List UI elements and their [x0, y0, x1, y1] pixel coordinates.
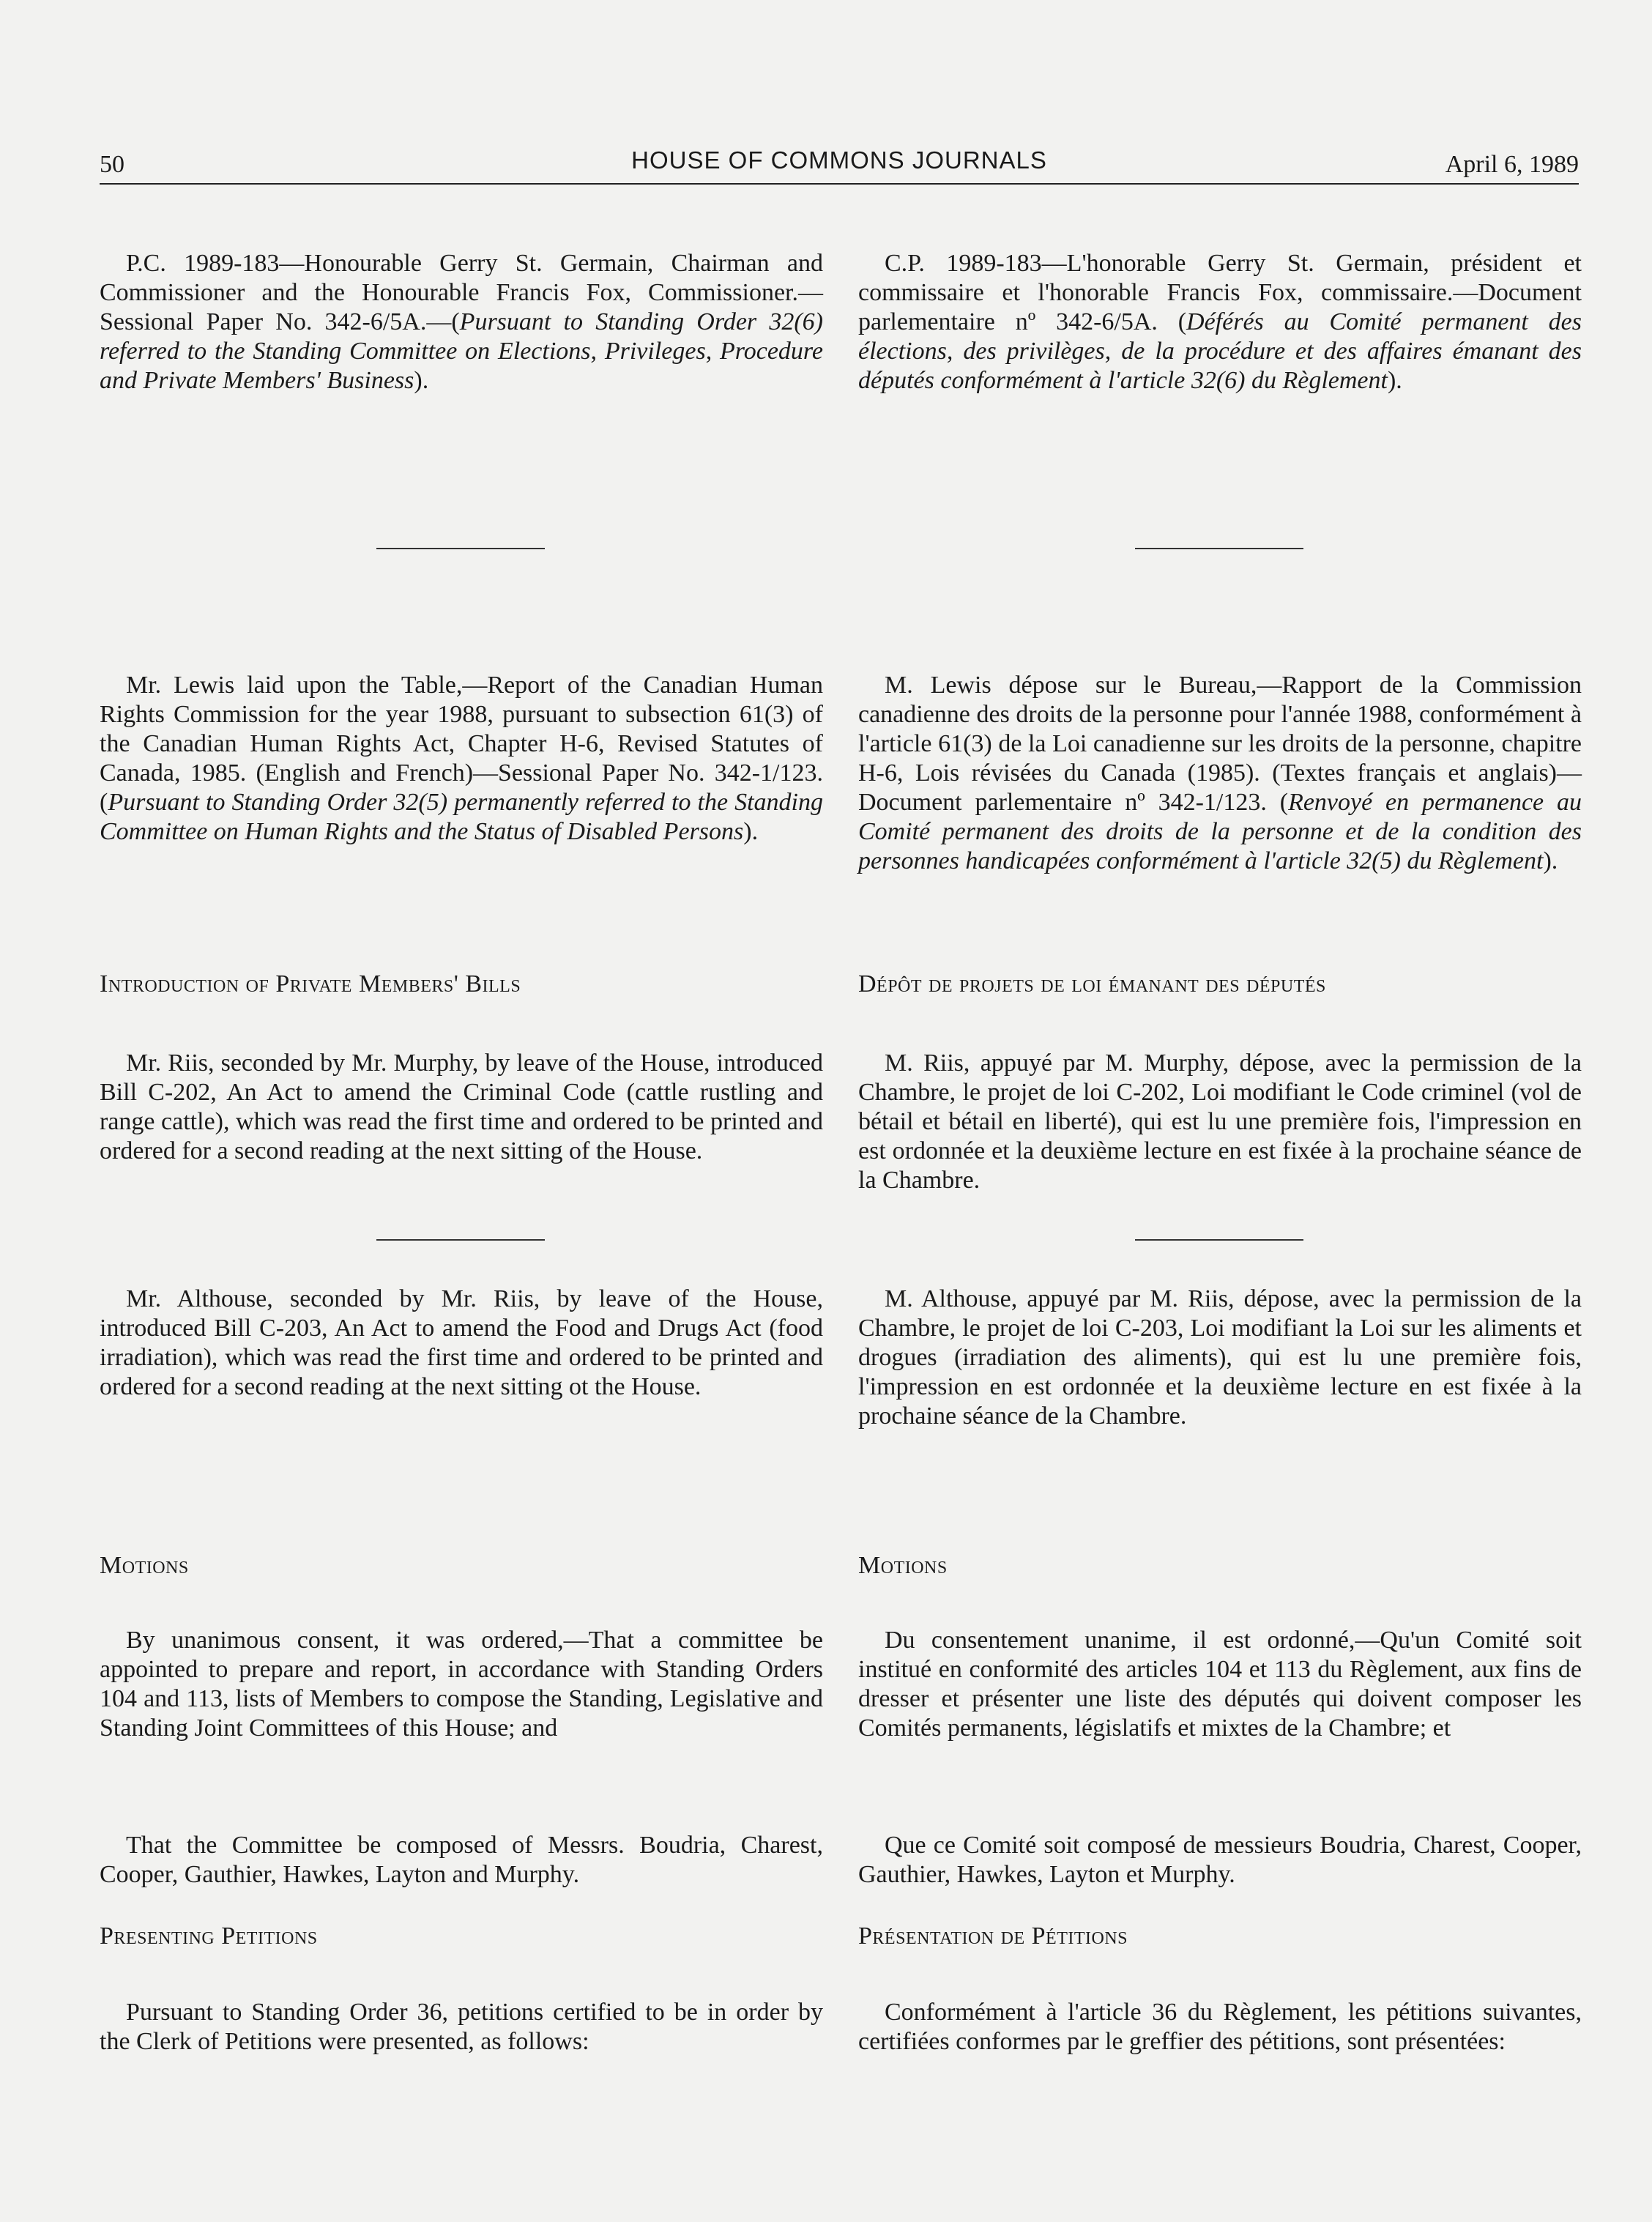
section-heading-private-bills: Introduction of Private Members' Bills	[100, 970, 521, 997]
section-separator	[376, 548, 545, 549]
section-heading-petitions-fr: Présentation de Pétitions	[858, 1922, 1128, 1950]
section-separator	[1135, 548, 1303, 549]
petitions-paragraph-fr: Conformément à l'article 36 du Règlement, les pétitions suivantes, certifiées conformes par le greffier des pétitions, sont présentées:	[858, 1999, 1582, 2055]
bill-c202-paragraph: Mr. Riis, seconded by Mr. Murphy, by leave of the House, introduced Bill C-202, An Act to amend the Criminal Code (cattle rustling and range cattle), which was read the first time and ordered to be printed and ordered for a second reading at the next sitting of the House.	[100, 1049, 823, 1164]
bill-c203-paragraph-fr: M. Althouse, appuyé par M. Riis, dépose, avec la permission de la Chambre, le projet de loi C-203, Loi modifiant la Loi sur les aliments et drogues (irradiation des aliments), qui est lu une première fois, l'impression en est ordonnée et la deuxième lecture en est fixée à la prochaine séance de la Chambre.	[858, 1285, 1582, 1430]
lewis-report-paragraph: Mr. Lewis laid upon the Table,—Report of the Canadian Human Rights Commission for the year 1988, pursuant to subsection 61(3) of the Canadian Human Rights Act, Chapter H-6, Revised Statutes of Canada, 1985. (English and French)—Sessional Paper No. 342-1/123. (Pursuant to Standing Order 32(5) permanently referred to the Standing Committee on Human Rights and the Status of Disabled Persons).	[100, 672, 823, 845]
section-separator	[376, 1239, 545, 1241]
order-in-council-paragraph: P.C. 1989-183—Honourable Gerry St. Germain, Chairman and Commissioner and the Honourable Francis Fox, Commissioner.—Sessional Paper No. 342-6/5A.—(Pursuant to Standing Order 32(6) referred to the Standing Committee on Elections, Privileges, Procedure and Private Members' Business).	[100, 250, 823, 394]
section-heading-motions-fr: Motions	[858, 1552, 948, 1579]
section-heading-private-bills-fr: Dépôt de projets de loi émanant des députés	[858, 970, 1326, 997]
page-header	[100, 144, 1579, 185]
lewis-report-paragraph-fr: M. Lewis dépose sur le Bureau,—Rapport de la Commission canadienne des droits de la personne pour l'année 1988, conformément à l'article 61(3) de la Loi canadienne sur les droits de la personne, chapitre H-6, Lois révisées du Canada (1985). (Textes français et anglais)—Document parlementaire nº 342-1/123. (Renvoyé en permanence au Comité permanent des droits de la personne et de la condition des personnes handicapées conformément à l'article 32(5) du Règlement).	[858, 672, 1582, 874]
committee-motion-paragraph-fr: Du consentement unanime, il est ordonné,—Qu'un Comité soit institué en conformité des articles 104 et 113 du Règlement, aux fins de dresser et présenter une liste des députés qui doivent composer les Comités permanents, législatifs et mixtes de la Chambre; et	[858, 1627, 1582, 1742]
journal-date: April 6, 1989	[1445, 151, 1579, 178]
petitions-paragraph: Pursuant to Standing Order 36, petitions certified to be in order by the Clerk of Petitions were presented, as follows:	[100, 1999, 823, 2055]
section-heading-petitions: Presenting Petitions	[100, 1922, 318, 1950]
order-in-council-paragraph-fr: C.P. 1989-183—L'honorable Gerry St. Germain, président et commissaire et l'honorable Francis Fox, commissaire.—Document parlementaire nº 342-6/5A. (Déférés au Comité permanent des élections, des privilèges, de la procédure et des affaires émanant des députés conformément à l'article 32(6) du Règlement).	[858, 250, 1582, 394]
header-rule	[100, 183, 1579, 185]
page-number: 50	[100, 151, 124, 178]
committee-composition-paragraph: That the Committee be composed of Messrs. Boudria, Charest, Cooper, Gauthier, Hawkes, Layton and Murphy.	[100, 1832, 823, 1888]
bill-c202-paragraph-fr: M. Riis, appuyé par M. Murphy, dépose, avec la permission de la Chambre, le projet de loi C-202, Loi modifiant le Code criminel (vol de bétail et bétail en liberté), qui est lu une première fois, l'impression en est ordonnée et la deuxième lecture en est fixée à la prochaine séance de la Chambre.	[858, 1049, 1582, 1194]
committee-composition-paragraph-fr: Que ce Comité soit composé de messieurs Boudria, Charest, Cooper, Gauthier, Hawkes, Layton et Murphy.	[858, 1832, 1582, 1888]
journal-title: HOUSE OF COMMONS JOURNALS	[631, 146, 1047, 174]
section-separator	[1135, 1239, 1303, 1241]
bill-c203-paragraph: Mr. Althouse, seconded by Mr. Riis, by leave of the House, introduced Bill C-203, An Act to amend the Food and Drugs Act (food irradiation), which was read the first time and ordered to be printed and ordered for a second reading at the next sitting ot the House.	[100, 1285, 823, 1400]
committee-motion-paragraph: By unanimous consent, it was ordered,—That a committee be appointed to prepare and report, in accordance with Standing Orders 104 and 113, lists of Members to compose the Standing, Legislative and Standing Joint Committees of this House; and	[100, 1627, 823, 1742]
section-heading-motions: Motions	[100, 1552, 189, 1579]
